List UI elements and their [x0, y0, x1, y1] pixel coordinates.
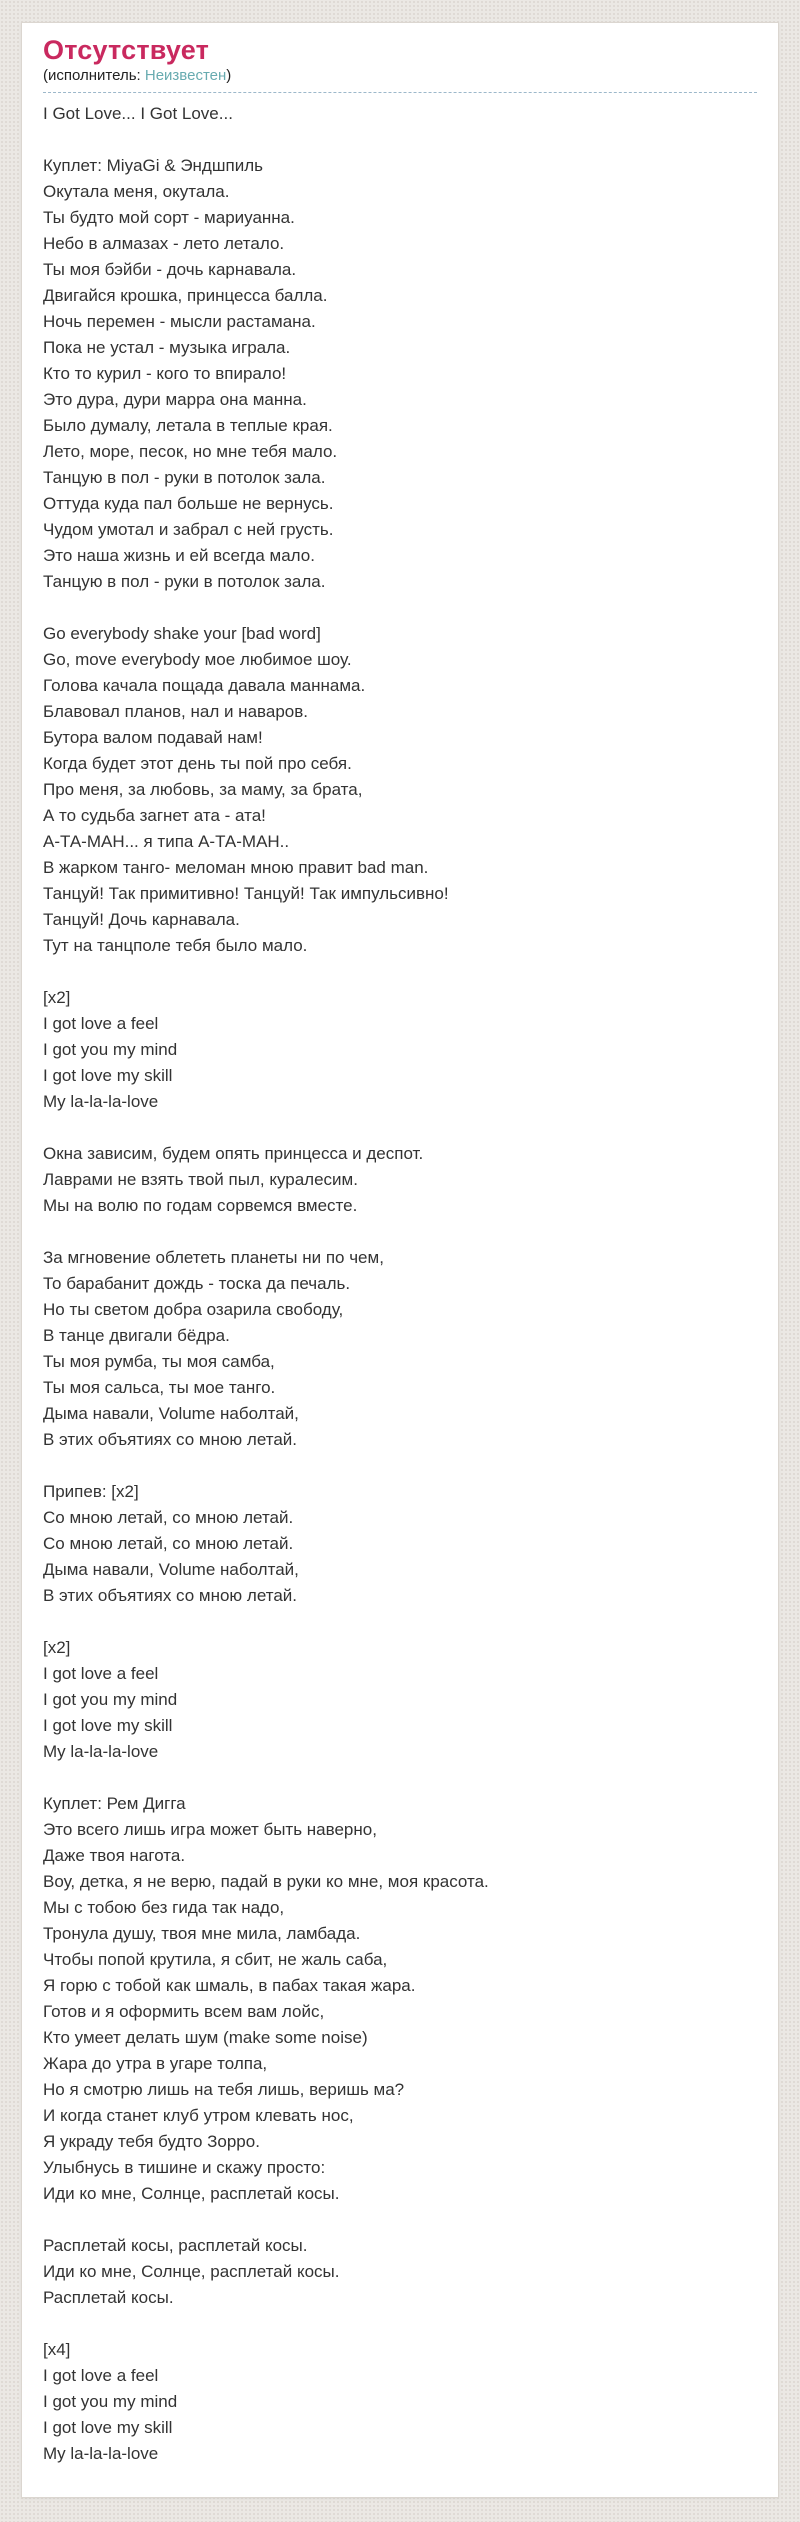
- lyric-line: В танце двигали бёдра.: [43, 1326, 230, 1345]
- artist-suffix-label: ): [226, 67, 232, 84]
- lyric-line: Со мною летай, со мною летай.: [43, 1508, 294, 1527]
- stanza: [43, 1791, 757, 2207]
- lyric-line: За мгновение облететь планеты ни по чем,: [43, 1248, 384, 1267]
- artist-line: [43, 65, 757, 93]
- lyric-line: Танцую в пол - руки в потолок зала.: [43, 468, 326, 487]
- lyric-line: Дыма навали, Volume наболтай,: [43, 1560, 299, 1579]
- stanza: [43, 2233, 757, 2311]
- lyric-line: То барабанит дождь - тоска да печаль.: [43, 1274, 351, 1293]
- stanza: [43, 621, 757, 959]
- artist-prefix-label: (исполнитель:: [43, 67, 145, 84]
- lyric-line: Тронула душу, твоя мне мила, ламбада.: [43, 1924, 361, 1943]
- lyric-line: Кто то курил - кого то впирало!: [43, 364, 287, 383]
- stanza: [43, 1141, 757, 1219]
- lyric-line: I got love my skill: [43, 1066, 173, 1085]
- lyric-line: Улыбнусь в тишине и скажу просто:: [43, 2158, 326, 2177]
- lyric-line: Это всего лишь игра может быть наверно,: [43, 1820, 377, 1839]
- lyric-line: Готов и я оформить всем вам лойс,: [43, 2002, 325, 2021]
- stanza: [43, 985, 757, 1115]
- lyric-line: Расплетай косы.: [43, 2288, 174, 2307]
- lyric-line: I got love a feel: [43, 1664, 159, 1683]
- lyric-line: Я горю с тобой как шмаль, в пабах такая жара.: [43, 1976, 416, 1995]
- lyric-line: В этих объятиях со мною летай.: [43, 1586, 297, 1605]
- lyric-line: Даже твоя нагота.: [43, 1846, 186, 1865]
- lyric-line: Лаврами не взять твой пыл, куралесим.: [43, 1170, 358, 1189]
- lyric-line: Тут на танцполе тебя было мало.: [43, 936, 308, 955]
- lyric-line: Когда будет этот день ты пой про себя.: [43, 754, 352, 773]
- lyric-line: Go, move everybody мое любимое шоу.: [43, 650, 352, 669]
- lyric-line: Это дура, дури марра она манна.: [43, 390, 307, 409]
- stanza: [43, 2337, 757, 2467]
- lyric-line: I got love my skill: [43, 2418, 173, 2437]
- lyric-line: My la-la-la-love: [43, 2444, 159, 2463]
- lyric-line: [x2]: [43, 988, 71, 1007]
- lyric-line: Танцую в пол - руки в потолок зала.: [43, 572, 326, 591]
- stanza: [43, 1245, 757, 1453]
- stanza: [43, 153, 757, 595]
- lyric-line: [x2]: [43, 1638, 71, 1657]
- lyric-line: [x4]: [43, 2340, 71, 2359]
- stanza: [43, 1479, 757, 1609]
- lyric-line: I got love my skill: [43, 1716, 173, 1735]
- lyric-line: Небо в алмазах - лето летало.: [43, 234, 285, 253]
- lyric-line: Мы с тобою без гида так надо,: [43, 1898, 285, 1917]
- stanza: [43, 1635, 757, 1765]
- lyric-line: I got love a feel: [43, 1014, 159, 1033]
- lyric-line: Куплет: Рем Дигга: [43, 1794, 186, 1813]
- page-title: Отсутствует: [43, 35, 210, 65]
- stanza: [43, 101, 757, 127]
- lyric-line: Чудом умотал и забрал с ней грусть.: [43, 520, 334, 539]
- lyric-line: My la-la-la-love: [43, 1742, 159, 1761]
- lyric-line: Припев: [x2]: [43, 1482, 139, 1501]
- lyrics-card: [21, 22, 779, 2498]
- lyric-line: В этих объятиях со мною летай.: [43, 1430, 297, 1449]
- lyric-line: I got you my mind: [43, 1690, 178, 1709]
- lyric-line: Со мною летай, со мною летай.: [43, 1534, 294, 1553]
- lyric-line: I got you my mind: [43, 2392, 178, 2411]
- lyric-line: Чтобы попой крутила, я сбит, не жаль саба,: [43, 1950, 388, 1969]
- lyric-line: Было думалу, летала в теплые края.: [43, 416, 333, 435]
- lyric-line: Иди ко мне, Солнце, расплетай косы.: [43, 2184, 340, 2203]
- lyric-line: Ты моя сальса, ты мое танго.: [43, 1378, 276, 1397]
- lyric-line: I got love a feel: [43, 2366, 159, 2385]
- lyric-line: Окутала меня, окутала.: [43, 182, 230, 201]
- lyric-line: Но ты светом добра озарила свободу,: [43, 1300, 344, 1319]
- lyric-line: Пока не устал - музыка играла.: [43, 338, 291, 357]
- lyric-line: И когда станет клуб утром клевать нос,: [43, 2106, 354, 2125]
- artist-link[interactable]: Неизвестен: [144, 67, 227, 84]
- lyric-line: Лето, море, песок, но мне тебя мало.: [43, 442, 338, 461]
- lyric-line: А то судьба загнет ата - ата!: [43, 806, 266, 825]
- lyric-line: Ты будто мой сорт - мариуанна.: [43, 208, 295, 227]
- lyric-line: Кто умеет делать шум (make some noise): [43, 2028, 368, 2047]
- lyric-line: В жарком танго- меломан мною правит bad man.: [43, 858, 429, 877]
- lyric-line: Расплетай косы, расплетай косы.: [43, 2236, 308, 2255]
- lyric-line: Дыма навали, Volume наболтай,: [43, 1404, 299, 1423]
- lyric-line: Про меня, за любовь, за маму, за брата,: [43, 780, 363, 799]
- lyric-line: I Got Love... I Got Love...: [43, 104, 233, 123]
- lyric-line: Это наша жизнь и ей всегда мало.: [43, 546, 315, 565]
- lyric-line: Но я смотрю лишь на тебя лишь, веришь ма?: [43, 2080, 405, 2099]
- lyric-line: Ты моя бэйби - дочь карнавала.: [43, 260, 297, 279]
- lyric-line: I got you my mind: [43, 1040, 178, 1059]
- lyric-line: А-ТА-МАН... я типа А-ТА-МАН..: [43, 832, 290, 851]
- lyric-line: Go everybody shake your [bad word]: [43, 624, 321, 643]
- lyric-line: Иди ко мне, Солнце, расплетай косы.: [43, 2262, 340, 2281]
- lyric-line: Ночь перемен - мысли растамана.: [43, 312, 316, 331]
- lyric-line: Танцуй! Так примитивно! Танцуй! Так импульсивно!: [43, 884, 449, 903]
- lyric-line: Оттуда куда пал больше не вернусь.: [43, 494, 334, 513]
- lyric-line: Голова качала пощада давала маннама.: [43, 676, 366, 695]
- lyric-line: Я украду тебя будто Зорро.: [43, 2132, 260, 2151]
- lyric-line: Мы на волю по годам сорвемся вместе.: [43, 1196, 358, 1215]
- lyric-line: Бутора валом подавай нам!: [43, 728, 263, 747]
- lyric-line: Двигайся крошка, принцесса балла.: [43, 286, 328, 305]
- lyric-line: Куплет: MiyaGi & Эндшпиль: [43, 156, 263, 175]
- lyric-line: Окна зависим, будем опять принцесса и деспот.: [43, 1144, 424, 1163]
- lyric-line: Жара до утра в угаре толпа,: [43, 2054, 268, 2073]
- lyrics: [43, 93, 757, 2467]
- lyric-line: Ты моя румба, ты моя самба,: [43, 1352, 275, 1371]
- lyric-line: My la-la-la-love: [43, 1092, 159, 1111]
- lyric-line: Танцуй! Дочь карнавала.: [43, 910, 240, 929]
- lyric-line: Блавовал планов, нал и наваров.: [43, 702, 308, 721]
- lyric-line: Воу, детка, я не верю, падай в руки ко мне, моя красота.: [43, 1872, 489, 1891]
